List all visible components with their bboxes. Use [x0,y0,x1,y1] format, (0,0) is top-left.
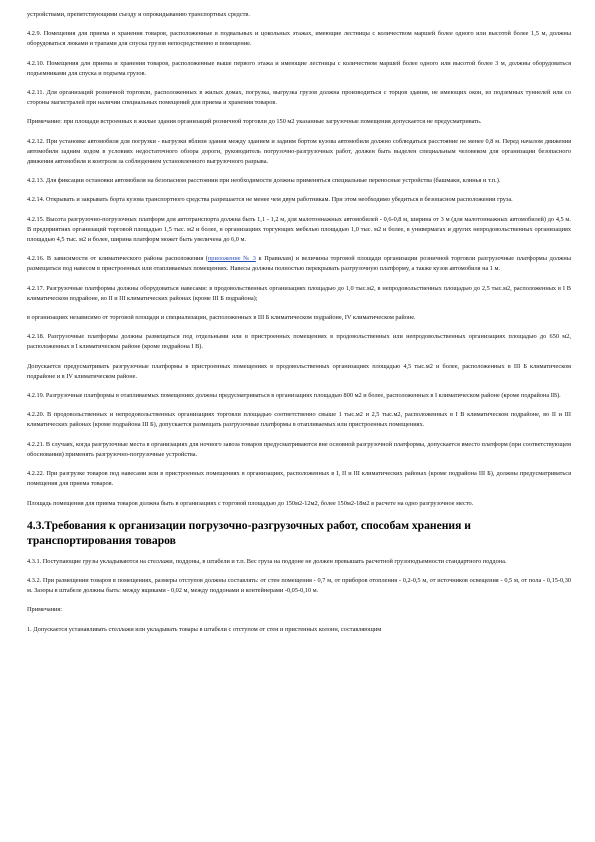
paragraph-4-2-22: 4.2.22. При разгрузке товаров под навесами или в пристроенных помещениях в организациях, расположенных в I, II и III климатических районах (кроме подрайона III Б), должны предусматриваться помещения для приема товаров. [27,470,571,488]
paragraph-4-3-1: 4.3.1. Поступающие грузы укладываются на стеллажи, поддоны, в штабели и т.п. Вес груза на поддоне не должен превышать расчетной грузоподъемности стандартного поддона. [27,557,507,565]
paragraph-4-2-18: 4.2.18. Разгрузочные платформы должны размещаться под отдельными или в пристроенных помещениях в продовольственных или непродовольственных организациях площадью до 650 м2, расположенных в I климатическом районе (кроме подрайона I В). [27,333,571,351]
paragraph-4-2-12: 4.2.12. При установке автомобиля для погрузки - выгрузки вблизи здания между зданием и задним бортом кузова автомобиля должно соблюдаться расстояние не менее 0,8 м. Перед началом движения автомобиля задним ходом в условиях недостаточного обзора дороги, руководитель погрузочно-разгрузочных работ, должен быть выделен специальным человеком для организации безопасного движения автомобиля и контроля за соблюдением установленного выгрузочного разрыва. [27,137,571,166]
paragraph-4-2-13: 4.2.13. Для фиксации остановки автомобиля на безопасном расстоянии при необходимости должны применяться специальные переносные устройства (башмаки, клинья и т.п.). [27,177,501,185]
paragraph-4-2-16-end: к Правилам) и величины торговой площади организации розничной торговли разгрузочные платформы должны размещаться под навесом в пристроенных или отапливаемых помещениях. Навесы должны полностью перекрывать разгрузочную платформу, а также кузов автомобиля на 1 м. [27,255,571,273]
paragraph-4-2-14: 4.2.14. Открывать и закрывать борта кузова транспортного средства разрешается не менее чем двум работникам. При этом необходимо убедиться в безопасном расположении груза. [27,196,513,204]
paragraph-4-2-17-continued: в организациях независимо от торговой площади и специализации, расположенных в III Б климатическом подрайоне, IV климатическом районе. [27,314,416,322]
paragraph-4-2-10: 4.2.10. Помещения для приема и хранения товаров, расположенные выше первого этажа и имеющие лестницы с количеством маршей более одного или высотой более 3 м, должны оборудоваться подъемниками для спуска и подъема грузов. [27,59,571,77]
section-heading-4-3: 4.3.Требования к организации погрузочно-разгрузочных работ, способам хранения и транспортирования товаров [27,518,471,547]
paragraph-4-2-15: 4.2.15. Высота разгрузочно-погрузочных платформ для автотранспорта должна быть 1,1 - 1,2 м, для малотоннажных автомобилей - 0,6-0,8 м, ширина от 3 м (для малотоннажных автомобилей) до 4,5 м. В предприятиях организаций торговой площадью 1,5 тыс. м2 и более, в организациях торгующих мебелью площадью 1,0 тыс. м2 и более, в универмагах и других непродовольственных организациях площадью 4,5 тыс. м2 и более, ширина платформ может быть увеличена до 6,0 м. [27,215,571,244]
paragraph-4-2-9: 4.2.9. Помещения для приема и хранения товаров, расположенные в подвальных и цокольных этажах, имеющие лестницы с количеством маршей более одного или высотой более 1,5 м, должны оборудоваться люками и трапами для спуска грузов непосредственно в помещение. [27,30,571,48]
paragraph-note-1: Примечание: при площади встроенных в жилые здания организаций розничной торговли до 150 м2 указанные загрузочные помещения допускается не предусматривать. [27,118,482,126]
paragraph-4-2-22-continued: Площадь помещения для приема товаров должна быть в организациях с торговой площадью до 150м2-12м2, более 150м2-18м2 в расчете на одно разгрузочное место. [27,499,474,507]
paragraph-intro: устройствами, препятствующими съезду и опрокидыванию транспортных средств. [27,11,250,18]
paragraph-4-2-21: 4.2.21. В случаях, когда разгрузочные места в организациях для ночного завоза товаров предусматриваются вне основной разгрузочной платформы, допускается вместо платформ (при соответствующем обосновании) применять разгрузочно-погрузочные устройства. [27,440,571,458]
paragraph-4-2-11: 4.2.11. Для организаций розничной торговли, расположенных в жилых домах, погрузка, выгрузка грузов должна производиться с торцов здания, не имеющих окон, из подземных туннелей или со стороны магистралей при наличии специальных помещений для приема и хранения товаров. [27,89,571,107]
paragraph-4-2-16 [27,254,571,274]
appendix-3-link[interactable]: приложение № 3 [207,255,256,263]
paragraph-4-2-19: 4.2.19. Разгрузочные платформы в отапливаемых помещениях должны предусматриваться в организациях площадью 800 м2 и более, расположенных в I климатическом районе (кроме подрайона IВ). [27,392,561,400]
paragraph-4-2-20: 4.2.20. В продовольственных и непродовольственных организациях торговли площадью соответственно свыше 1 тыс.м2 и 2,5 тыс.м2, расположенных в I В климатическом подрайоне, во II и III климатических районах (кроме подрайона III Б), допускается размещать разгрузочные платформы в отапливаемых или пристроенных помещениях. [27,411,571,429]
paragraph-note-item-1: 1. Допускается устанавливать стеллажи или укладывать товары в штабели с отступом от стен и пристенных колонн, составляющим [27,625,382,633]
notes-label: Примечания: [27,606,63,614]
paragraph-4-3-2: 4.3.2. При размещении товаров в помещениях, размеры отступов должны составлять: от стен помещения - 0,7 м, от приборов отопления - 0,2-0,5 м, от источников освещения - 0,5 м, от пола - 0,15-0,30 м. Зазоры в штабеле должны быть: между ящиками - 0,02 м, между поддонами и контейнерами -0,05-0,10 м. [27,576,571,595]
paragraph-4-2-16-start: 4.2.16. В зависимости от климатического района расположения ( [27,255,208,263]
paragraph-4-2-18-continued: Допускается предусматривать разгрузочные платформы в пристроенных помещениях в продовольственных организациях площадью 4,5 тыс.м2 и более, расположенных в III Б климатическом подрайоне и в IV климатическом районе. [27,362,571,380]
paragraph-4-2-17: 4.2.17. Разгрузочные платформы должны оборудоваться навесами: в продовольственных организациях площадью до 1,0 тыс.м2, в непродовольственных площадью до 2,5 тыс.м2, расположенных в I В климатическом подрайоне, во II и III климатических районах (кроме III Б подрайона); [27,284,571,302]
